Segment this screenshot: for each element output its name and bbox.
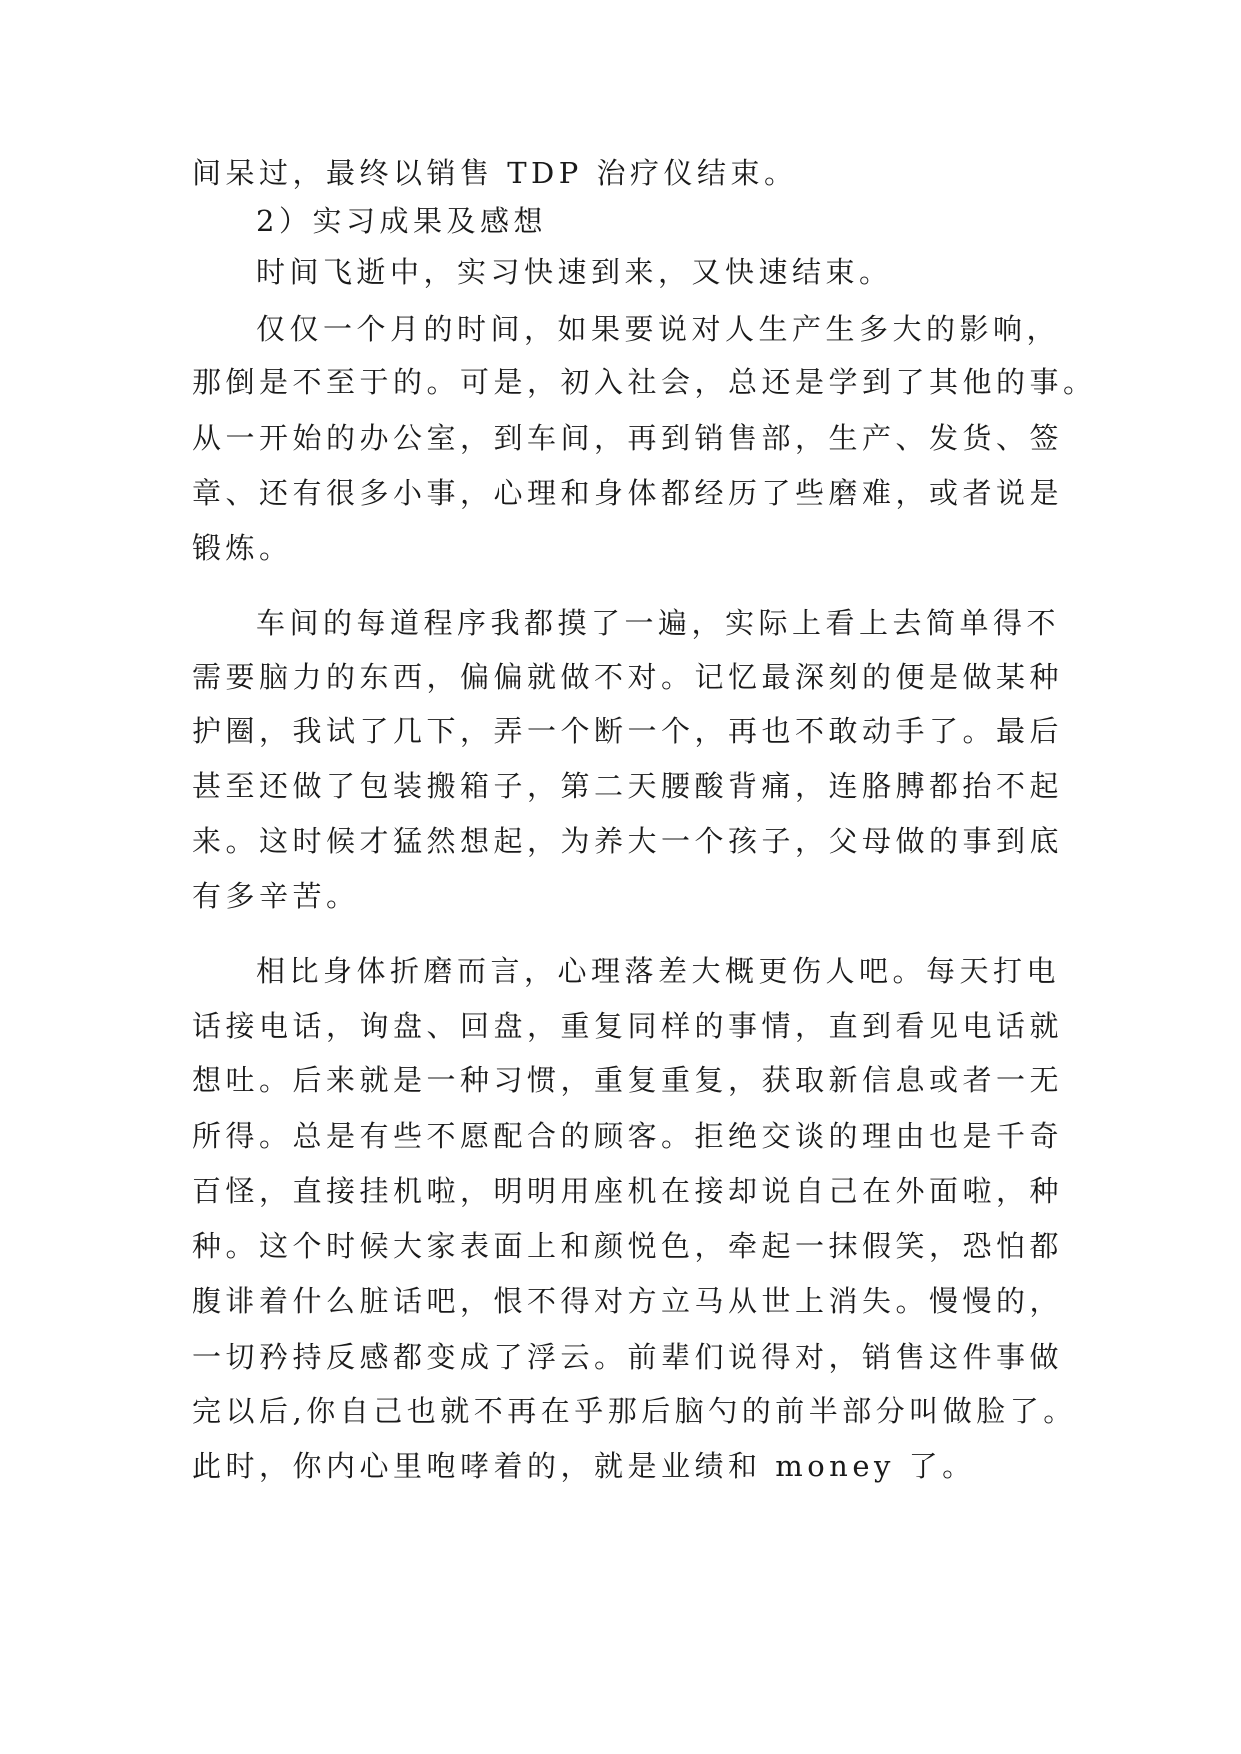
text-line: 来。这时候才猛然想起，为养大一个孩子，父母做的事到底 bbox=[192, 824, 1064, 858]
text-line: 护圈，我试了几下，弄一个断一个，再也不敢动手了。最后 bbox=[192, 714, 1064, 748]
text-line: 时间飞逝中，实习快速到来，又快速结束。 bbox=[256, 255, 893, 289]
text-line: 此时，你内心里咆哮着的，就是业绩和 money 了。 bbox=[192, 1449, 976, 1483]
text-line: 那倒是不至于的。可是，初入社会，总还是学到了其他的事。 bbox=[192, 365, 1097, 399]
text-line: 所得。总是有些不愿配合的顾客。拒绝交谈的理由也是千奇 bbox=[192, 1119, 1064, 1153]
text-line: 车间的每道程序我都摸了一遍，实际上看上去简单得不 bbox=[256, 606, 1061, 640]
text-line: 百怪，直接挂机啦，明明用座机在接却说自己在外面啦，种 bbox=[192, 1174, 1064, 1208]
text-line: 一切矜持反感都变成了浮云。前辈们说得对，销售这件事做 bbox=[192, 1340, 1064, 1374]
text-line: 仅仅一个月的时间，如果要说对人生产生多大的影响， bbox=[256, 312, 1061, 346]
text-line: 从一开始的办公室，到车间，再到销售部，生产、发货、签 bbox=[192, 421, 1064, 455]
text-line: 间呆过，最终以销售 TDP 治疗仪结束。 bbox=[192, 156, 798, 190]
text-line: 腹诽着什么脏话吧，恨不得对方立马从世上消失。慢慢的， bbox=[192, 1284, 1064, 1318]
text-line: 相比身体折磨而言，心理落差大概更伤人吧。每天打电 bbox=[256, 954, 1061, 988]
text-line: 完以后,你自己也就不再在乎那后脑勺的前半部分叫做脸了。 bbox=[192, 1394, 1077, 1428]
text-line: 想吐。后来就是一种习惯，重复重复，获取新信息或者一无 bbox=[192, 1063, 1064, 1097]
section-heading: 2）实习成果及感想 bbox=[256, 204, 547, 238]
text-line: 话接电话，询盘、回盘，重复同样的事情，直到看见电话就 bbox=[192, 1009, 1064, 1043]
text-line: 章、还有很多小事，心理和身体都经历了些磨难，或者说是 bbox=[192, 476, 1064, 510]
text-line: 需要脑力的东西，偏偏就做不对。记忆最深刻的便是做某种 bbox=[192, 660, 1064, 694]
text-line: 甚至还做了包装搬箱子，第二天腰酸背痛，连胳膊都抬不起 bbox=[192, 769, 1064, 803]
text-line: 种。这个时候大家表面上和颜悦色，牵起一抹假笑，恐怕都 bbox=[192, 1229, 1064, 1263]
text-line: 有多辛苦。 bbox=[192, 879, 360, 913]
text-line: 锻炼。 bbox=[192, 531, 293, 565]
